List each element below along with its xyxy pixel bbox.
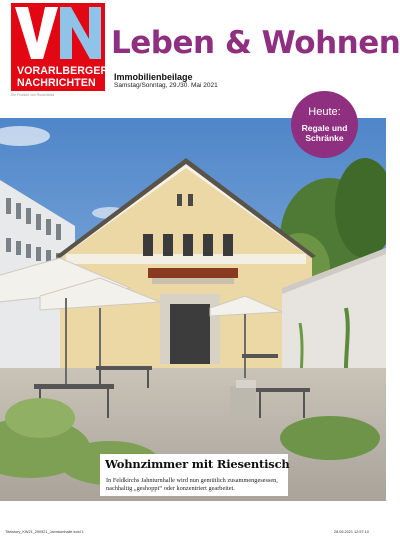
logo-text-line2: NACHRICHTEN [17,77,96,89]
issue-date: Samstag/Sonntag, 29./30. Mai 2021 [114,82,218,89]
logo-caption: Ein Produkt von Russmedia [11,93,55,97]
badge-heading: Heute: [308,106,341,118]
today-badge [291,91,358,158]
cover-photo [0,118,386,501]
supplement-name: Immobilienbeilage [114,72,193,82]
section-title: Leben & Wohnen [111,25,400,61]
story-headline: Wohnzimmer mit Riesentisch [105,457,290,471]
story-teaser-line2: nachhaltig „geshoppt“ oder konzentriert gearbeitet. [106,485,235,492]
vn-logo-letters [11,3,105,63]
print-timestamp: 28.05.2021 12:57:10 [334,530,369,534]
badge-topic-line2: Schränke [305,133,344,143]
logo-text-line1: VORARLBERGER [17,65,109,77]
story-teaser-line1: In Feldkirchs Jahnturnhalle wird nun gemütlich zusammengesessen, [106,477,278,484]
print-filename: Titelstory_KW21_290521_Jahnturnhalle.indd 1 [5,530,84,534]
story-caption [100,454,288,496]
badge-topic-line1: Regale und [301,123,348,133]
vn-logo [11,3,109,91]
